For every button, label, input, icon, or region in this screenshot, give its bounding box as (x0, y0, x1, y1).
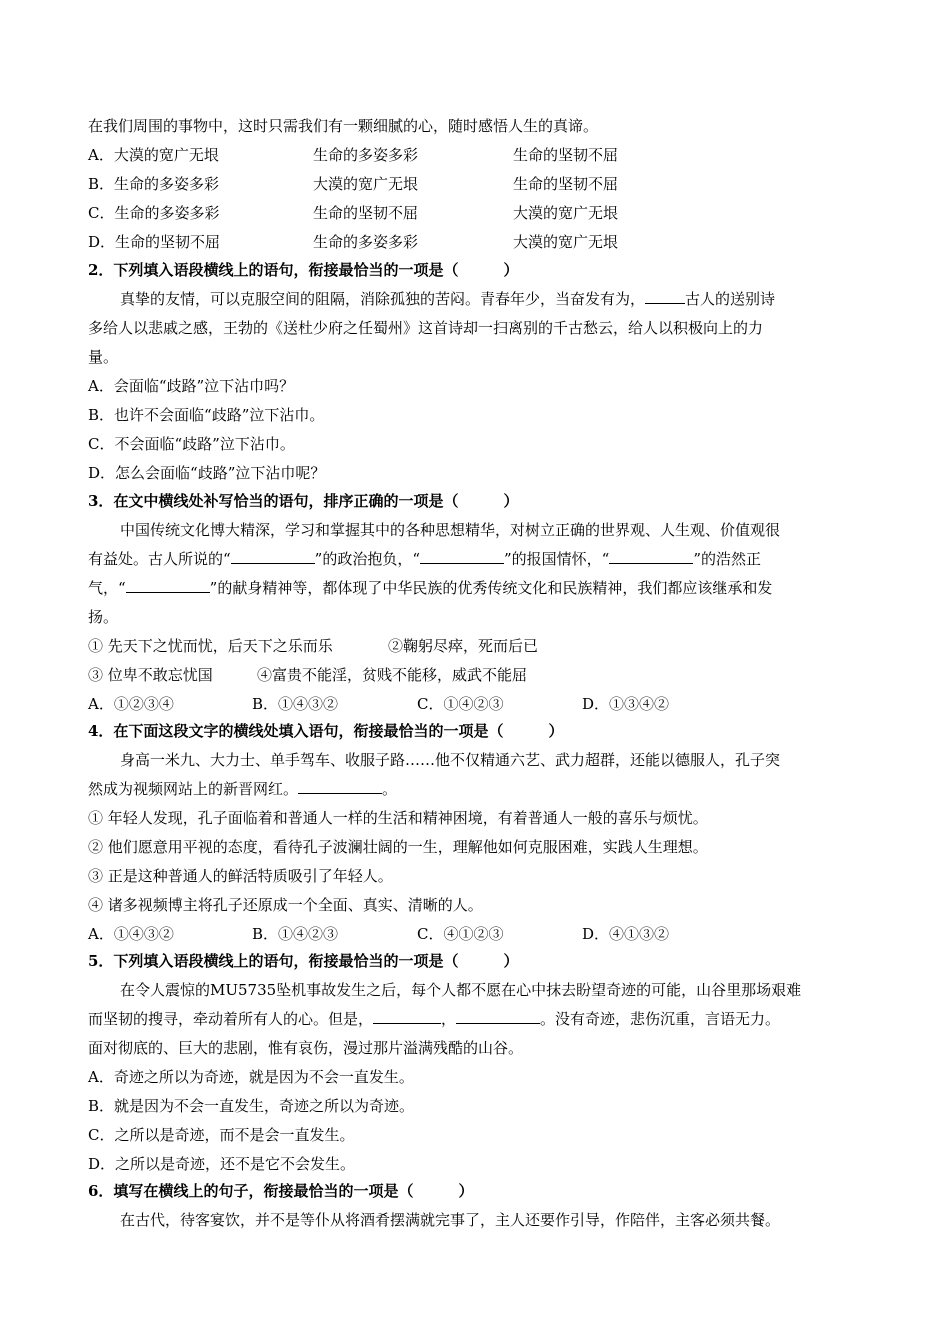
q4-passage-line1: 身高一米九、大力士、单手驾车、收服子路……他不仅精通六艺、武力超群，还能以德服人，孔子突 (120, 751, 781, 769)
q2-passage-text-2: 古人的送别诗 (685, 290, 776, 308)
q3-option-c: C．①④②③ (417, 695, 504, 713)
q1-option-d: D．生命的坚韧不屈 (88, 233, 221, 251)
q2-blank (645, 289, 685, 304)
q3-passage-line3 (88, 578, 772, 598)
q3-text-f: ”的献身精神等，都体现了中华民族的优秀传统文化和民族精神，我们都应该继承和发 (209, 579, 773, 597)
q4-blank (298, 779, 382, 794)
q3-text-a: 有益处。古人所说的“ (88, 550, 231, 568)
q4-item-3: ③ 正是这种普通人的鲜活特质吸引了年轻人。 (88, 867, 393, 885)
q1-option-a-c2: 生命的多姿多彩 (313, 146, 419, 164)
q3-passage-line1: 中国传统文化博大精深，学习和掌握其中的各种思想精华，对树立正确的世界观、人生观、价值观很 (120, 521, 781, 539)
q1-option-c-c2: 生命的坚韧不屈 (313, 204, 419, 222)
q5-passage-line1: 在令人震惊的MU5735坠机事故发生之后，每个人都不愿在心中抹去盼望奇迹的可能，山谷里那场艰难 (120, 981, 802, 999)
q1-option-b: B．生命的多姿多彩 (88, 175, 220, 193)
q2-option-b: B．也许不会面临“歧路”泣下沾巾。 (88, 406, 325, 424)
q5-option-a: A．奇迹之所以为奇迹，就是因为不会一直发生。 (88, 1068, 414, 1086)
q1-option-b-c3: 生命的坚韧不屈 (513, 175, 619, 193)
q1-option-c-c3: 大漠的宽广无垠 (513, 204, 619, 222)
q3-item-1: ① 先天下之忧而忧，后天下之乐而乐 (88, 637, 333, 655)
q5-blank-1 (373, 1009, 441, 1024)
q4-option-d: D．④①③② (582, 925, 670, 943)
q1-option-b-c2: 大漠的宽广无垠 (313, 175, 419, 193)
q5-option-d: D．之所以是奇迹，还不是它不会发生。 (88, 1155, 356, 1173)
q4-item-4: ④ 诸多视频博主将孔子还原成一个全面、真实、清晰的人。 (88, 896, 483, 914)
q5-text-c: 。没有奇迹，悲伤沉重，言语无力。 (540, 1010, 781, 1028)
q5-blank-2 (456, 1009, 540, 1024)
q3-item-4: ④富贵不能淫，贫贱不能移，威武不能屈 (257, 666, 528, 684)
q3-option-d: D．①③④② (582, 695, 670, 713)
q5-option-c: C．之所以是奇迹，而不是会一直发生。 (88, 1126, 355, 1144)
q3-blank-2 (420, 549, 504, 564)
q3-passage-line4: 扬。 (88, 608, 119, 626)
q3-blank-1 (231, 549, 315, 564)
q3-option-b: B．①④③② (252, 695, 339, 713)
q3-text-c: ”的报国情怀，“ (504, 550, 610, 568)
q5-text-b: ， (441, 1010, 457, 1028)
q3-stem: 3．在文中横线处补写恰当的语句，排序正确的一项是（ ） (88, 492, 519, 510)
q2-stem: 2．下列填入语段横线上的语句，衔接最恰当的一项是（ ） (88, 261, 519, 279)
q3-item-3: ③ 位卑不敢忘忧国 (88, 666, 213, 684)
q1-option-a-c3: 生命的坚韧不屈 (513, 146, 619, 164)
q2-passage-text: 真挚的友情，可以克服空间的阻隔，消除孤独的苦闷。青春年少，当奋发有为， (120, 290, 646, 308)
q4-option-a: A．①④③② (88, 925, 174, 943)
q3-text-b: ”的政治抱负，“ (314, 550, 421, 568)
q4-text: 然成为视频网站上的新晋网红。 (88, 780, 299, 798)
q2-passage-line1 (120, 289, 775, 309)
q3-item-2: ②鞠躬尽瘁，死而后已 (388, 637, 539, 655)
q4-item-1: ① 年轻人发现，孔子面临着和普通人一样的生活和精神困境，有着普通人一般的喜乐与烦忧。 (88, 809, 708, 827)
q2-option-c: C．不会面临“歧路”泣下沾巾。 (88, 435, 295, 453)
q1-option-c: C．生命的多姿多彩 (88, 204, 220, 222)
q2-passage-line2: 多给人以悲戚之感，王勃的《送杜少府之任蜀州》这首诗却一扫离别的千古愁云，给人以积极向上的力 (88, 319, 764, 337)
q4-stem: 4．在下面这段文字的横线处填入语句，衔接最恰当的一项是（ ） (88, 722, 564, 740)
q3-blank-4 (126, 578, 210, 593)
q2-option-d: D．怎么会面临“歧路”泣下沾巾呢？ (88, 464, 326, 482)
q5-option-b: B．就是因为不会一直发生，奇迹之所以为奇迹。 (88, 1097, 415, 1115)
q2-passage-line3: 量。 (88, 348, 119, 366)
q2-option-a: A．会面临“歧路”泣下沾巾吗？ (88, 377, 295, 395)
q4-text-end: 。 (382, 780, 398, 798)
q1-option-d-c3: 大漠的宽广无垠 (513, 233, 619, 251)
q5-passage-line2 (88, 1009, 780, 1029)
q5-passage-line3: 面对彻底的、巨大的悲剧，惟有哀伤，漫过那片溢满残酷的山谷。 (88, 1039, 524, 1057)
q4-option-c: C．④①②③ (417, 925, 504, 943)
intro-text: 在我们周围的事物中，这时只需我们有一颗细腻的心，随时感悟人生的真谛。 (88, 117, 599, 135)
q6-stem: 6．填写在横线上的句子，衔接最恰当的一项是（ ） (88, 1182, 474, 1200)
q5-stem: 5．下列填入语段横线上的语句，衔接最恰当的一项是（ ） (88, 952, 519, 970)
q5-text-a: 而坚韧的搜寻，牵动着所有人的心。但是， (88, 1010, 374, 1028)
q3-text-e: 气，“ (88, 579, 126, 597)
q6-passage-line1: 在古代，待客宴饮，并不是等仆从将酒肴摆满就完事了，主人还要作引导，作陪伴，主客必须共餐。 (120, 1211, 781, 1229)
q4-passage-line2 (88, 779, 397, 799)
q4-item-2: ② 他们愿意用平视的态度，看待孔子波澜壮阔的一生，理解他如何克服困难，实践人生理想。 (88, 838, 708, 856)
q1-option-a: A．大漠的宽广无垠 (88, 146, 219, 164)
q1-option-d-c2: 生命的多姿多彩 (313, 233, 419, 251)
q3-blank-3 (609, 549, 693, 564)
q3-passage-line2 (88, 549, 761, 569)
q4-option-b: B．①④②③ (252, 925, 339, 943)
q3-text-d: ”的浩然正 (693, 550, 762, 568)
q3-option-a: A．①②③④ (88, 695, 174, 713)
